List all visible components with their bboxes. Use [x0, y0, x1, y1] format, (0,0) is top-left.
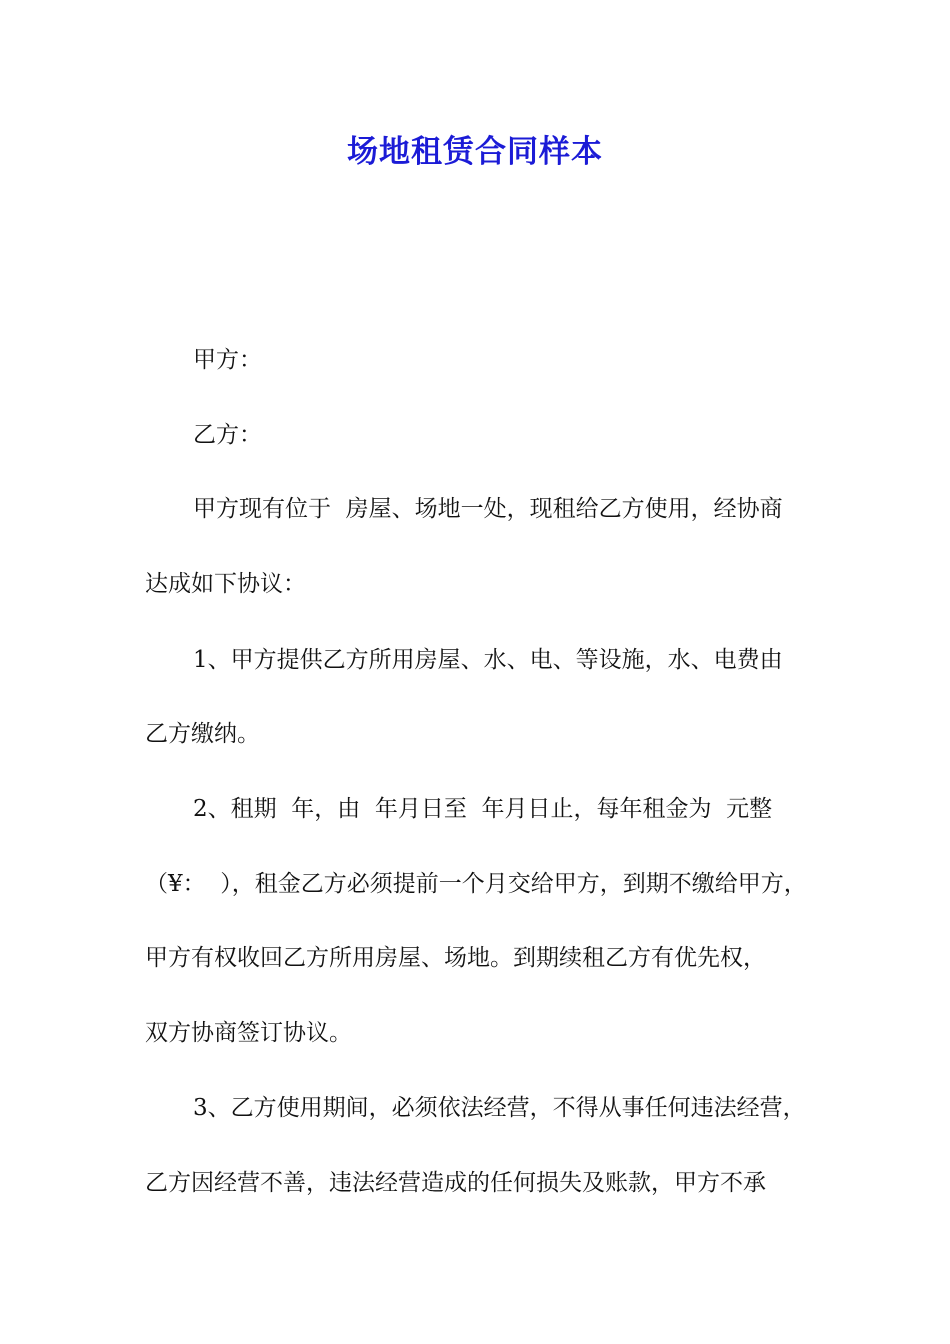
party-b-line: 乙方： [193, 422, 262, 448]
party-a-line: 甲方： [193, 347, 262, 373]
clause-3-line-2: 乙方因经营不善，违法经营造成的任何损失及账款，甲方不承 [145, 1170, 766, 1196]
clause-3-line-1: 3、乙方使用期间，必须依法经营，不得从事任何违法经营， [193, 1095, 806, 1121]
paragraph-intro-line-1: 甲方现有位于 房屋、场地一处，现租给乙方使用，经协商 [193, 496, 783, 522]
clause-2-line-3: 甲方有权收回乙方所用房屋、场地。到期续租乙方有优先权， [145, 945, 766, 971]
clause-1-line-1: 1、甲方提供乙方所用房屋、水、电、等设施，水、电费由 [193, 647, 783, 673]
clause-2-line-2: （¥： ），租金乙方必须提前一个月交给甲方，到期不缴给甲方， [145, 871, 807, 897]
clause-2-line-1: 2、租期 年，由 年月日至 年月日止，每年租金为 元整 [193, 796, 773, 822]
clause-1-line-2: 乙方缴纳。 [145, 721, 260, 747]
document-title: 场地租赁合同样本 [347, 134, 603, 170]
paragraph-intro-line-2: 达成如下协议： [145, 571, 306, 597]
clause-2-line-4: 双方协商签订协议。 [145, 1020, 352, 1046]
